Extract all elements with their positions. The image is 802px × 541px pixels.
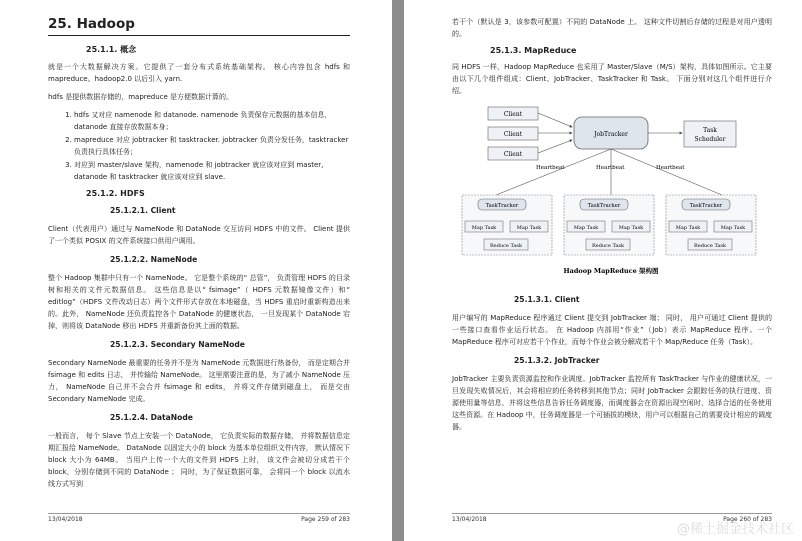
svg-text:Map Task: Map Task	[471, 225, 497, 231]
svg-text:Map Task: Map Task	[720, 225, 746, 231]
tasktracker-group	[564, 195, 654, 255]
left-page	[0, 0, 392, 541]
diagram-caption: Hadoop MapReduce 架构图	[563, 267, 659, 275]
section-heading-concept: 25.1.1. 概念	[86, 45, 137, 54]
heartbeat-label: Heartbeat	[656, 165, 685, 171]
hdfs-storage-paragraph: hdfs 是提供数据存储的，mapreduce 是方便数据计算的。	[48, 93, 234, 101]
list-item: 2. mapreduce 对应 jobtracker 和 tasktracker. jobtracker 负责分发任务，tasktracker 负责执行具体任务；	[74, 134, 350, 158]
client-box	[488, 127, 538, 140]
svg-text:Map Task: Map Task	[573, 225, 599, 231]
svg-text:Map Task: Map Task	[618, 225, 644, 231]
svg-text:TaskTracker: TaskTracker	[689, 203, 723, 209]
task-scheduler-box	[684, 121, 736, 147]
jobtracker-box	[574, 117, 648, 149]
mapreduce-diagram-svg	[460, 103, 760, 283]
client-paragraph: Client（代表用户）通过与 NameNode 和 DataNode 交互访问 HDFS 中的文件。 Client 提供了一个类似 POSIX 的文件系统接口供用户调用。	[48, 225, 350, 245]
subsection-heading-secondary-namenode: 25.1.2.3. Secondary NameNode	[110, 340, 245, 349]
section-heading-hdfs: 25.1.2. HDFS	[86, 189, 145, 198]
mapreduce-architecture-diagram	[460, 103, 772, 287]
svg-text:TaskTracker: TaskTracker	[485, 203, 519, 209]
subsection-heading-jobtracker: 25.1.3.2. JobTracker	[514, 356, 600, 365]
client-box	[488, 147, 538, 160]
svg-text:Client: Client	[503, 151, 523, 158]
svg-text:Scheduler: Scheduler	[694, 136, 726, 143]
list-item: 3. 对应到 master/slave 架构，namenode 和 jobtracker 就应该对应到 master, datanode 和 tasktracker 就应该对应到 slave.	[74, 159, 350, 183]
continuation-paragraph: 若干个（默认是 3，该参数可配置）不同的 DataNode 上。 这种文件切割后存储的过程是对用户透明的。	[452, 18, 772, 38]
mapreduce-paragraph: 同 HDFS 一样，Hadoop MapReduce 也采用了 Master/Slave（M/S）架构，具体如图所示。它主要由以下几个组件组成：Client、JobTracker、TaskTracker 和 Task。 下面分别对这几个组件进行介绍。	[452, 63, 772, 95]
tasktracker-group	[462, 195, 552, 255]
section-heading-mapreduce: 25.1.3. MapReduce	[490, 46, 577, 55]
concept-list	[48, 109, 350, 183]
svg-text:Map Task: Map Task	[675, 225, 701, 231]
list-item: 1. hdfs 又对应 namenode 和 datanode. namenode 负责保存元数据的基本信息，datanode 直接存放数据本身；	[74, 109, 350, 133]
footer-date: 13/04/2018	[452, 516, 487, 523]
svg-text:Client: Client	[503, 131, 523, 138]
footer-date: 13/04/2018	[48, 516, 83, 523]
watermark: @稀土掘金技术社区	[676, 522, 794, 537]
svg-text:Map Task: Map Task	[516, 225, 542, 231]
tasktracker-group	[666, 195, 756, 255]
page-footer	[452, 513, 772, 523]
subsection-heading-mr-client: 25.1.3.1. Client	[514, 295, 580, 304]
svg-text:Reduce Task: Reduce Task	[591, 243, 625, 249]
footer-page-number: Page 259 of 283	[301, 516, 350, 523]
footer-page-number: Page 260 of 283	[723, 516, 772, 523]
svg-text:Client: Client	[503, 111, 523, 118]
svg-text:Task: Task	[703, 127, 717, 134]
client-box	[488, 107, 538, 120]
page-footer	[48, 513, 350, 523]
mr-client-paragraph: 用户编写的 MapReduce 程序通过 Client 提交到 JobTracker 端； 同时， 用户可通过 Client 提供的一些接口查看作业运行状态。 在 Hadoop 内部用“作业”（Job）表示 MapReduce 程序。一个 MapReduce 程序可对应若干个作业，而每个作业会被分解成若干个 Map/Reduce 任务（Task）。	[452, 314, 772, 346]
subsection-heading-client: 25.1.2.1. Client	[110, 206, 176, 215]
svg-text:Reduce Task: Reduce Task	[693, 243, 727, 249]
chapter-title: 25. Hadoop	[48, 16, 135, 32]
intro-paragraph: 就是一个大数据解决方案。它提供了一套分布式系统基础架构。 核心内容包含 hdfs 和 mapreduce。hadoop2.0 以后引入 yarn.	[48, 63, 350, 83]
heartbeat-label: Heartbeat	[536, 165, 565, 171]
right-page	[404, 0, 802, 541]
namenode-paragraph: 整个 Hadoop 集群中只有一个 NameNode。 它是整个系统的“ 总管”， 负责管理 HDFS 的目录树和相关的文件元数据信息。 这些信息是以“ fsimage”（ HDFS 元数据镜像文件）和“ editlog”（HDFS 文件改动日志）两个文件形式存放在本地磁盘，当 HDFS 重启时重新构造出来的。此外， NameNode 还负责监控各个 DataNode 的健康状态， 一旦发现某个 DataNode 宕掉，则将该 DataNode 移出 HDFS 并重新备份其上面的数据。	[48, 274, 350, 330]
svg-text:TaskTracker: TaskTracker	[587, 203, 621, 209]
subsection-heading-datanode: 25.1.2.4. DataNode	[110, 413, 193, 422]
svg-text:Reduce Task: Reduce Task	[489, 243, 523, 249]
jobtracker-paragraph: JobTracker 主要负责资源监控和作业调度。JobTracker 监控所有 TaskTracker 与作业的健康状况，一旦发现失败情况后，其会将相应的任务转移到其他节点；同时 JobTracker 会跟踪任务的执行进度、资源使用量等信息，并将这些信息告诉任务调度器，而调度器会在资源出现空闲时，选择合适的任务使用这些资源。在 Hadoop 中，任务调度器是一个可插拔的模块，用户可以根据自己的需要设计相应的调度器。	[452, 375, 772, 431]
svg-text:JobTracker: JobTracker	[594, 131, 628, 138]
heartbeat-label: Heartbeat	[596, 165, 625, 171]
chapter-rule	[48, 35, 350, 36]
secondary-namenode-paragraph: Secondary NameNode 最重要的任务并不是为 NameNode 元数据进行热备份， 而是定期合并 fsimage 和 edits 日志， 并传输给 NameNode。 这里需要注意的是，为了减小 NameNode 压力， NameNode 自己并不会合并 fsimage 和 edits， 并将文件存储到磁盘上， 而是交由 Secondary NameNode 完成。	[48, 359, 350, 403]
datanode-paragraph: 一般而言， 每个 Slave 节点上安装一个 DataNode， 它负责实际的数据存储， 并将数据信息定期汇报给 NameNode。 DataNode 以固定大小的 block 为基本单位组织文件内容， 默认情况下 block 大小为 64MB。 当用户上传一个大的文件到 HDFS 上时， 该文件会被切分成若干个 block，分别存储到不同的 DataNode ； 同时，为了保证数据可靠， 会将同一个 block 以流水线方式写到	[48, 432, 350, 488]
subsection-heading-namenode: 25.1.2.2. NameNode	[110, 255, 198, 264]
